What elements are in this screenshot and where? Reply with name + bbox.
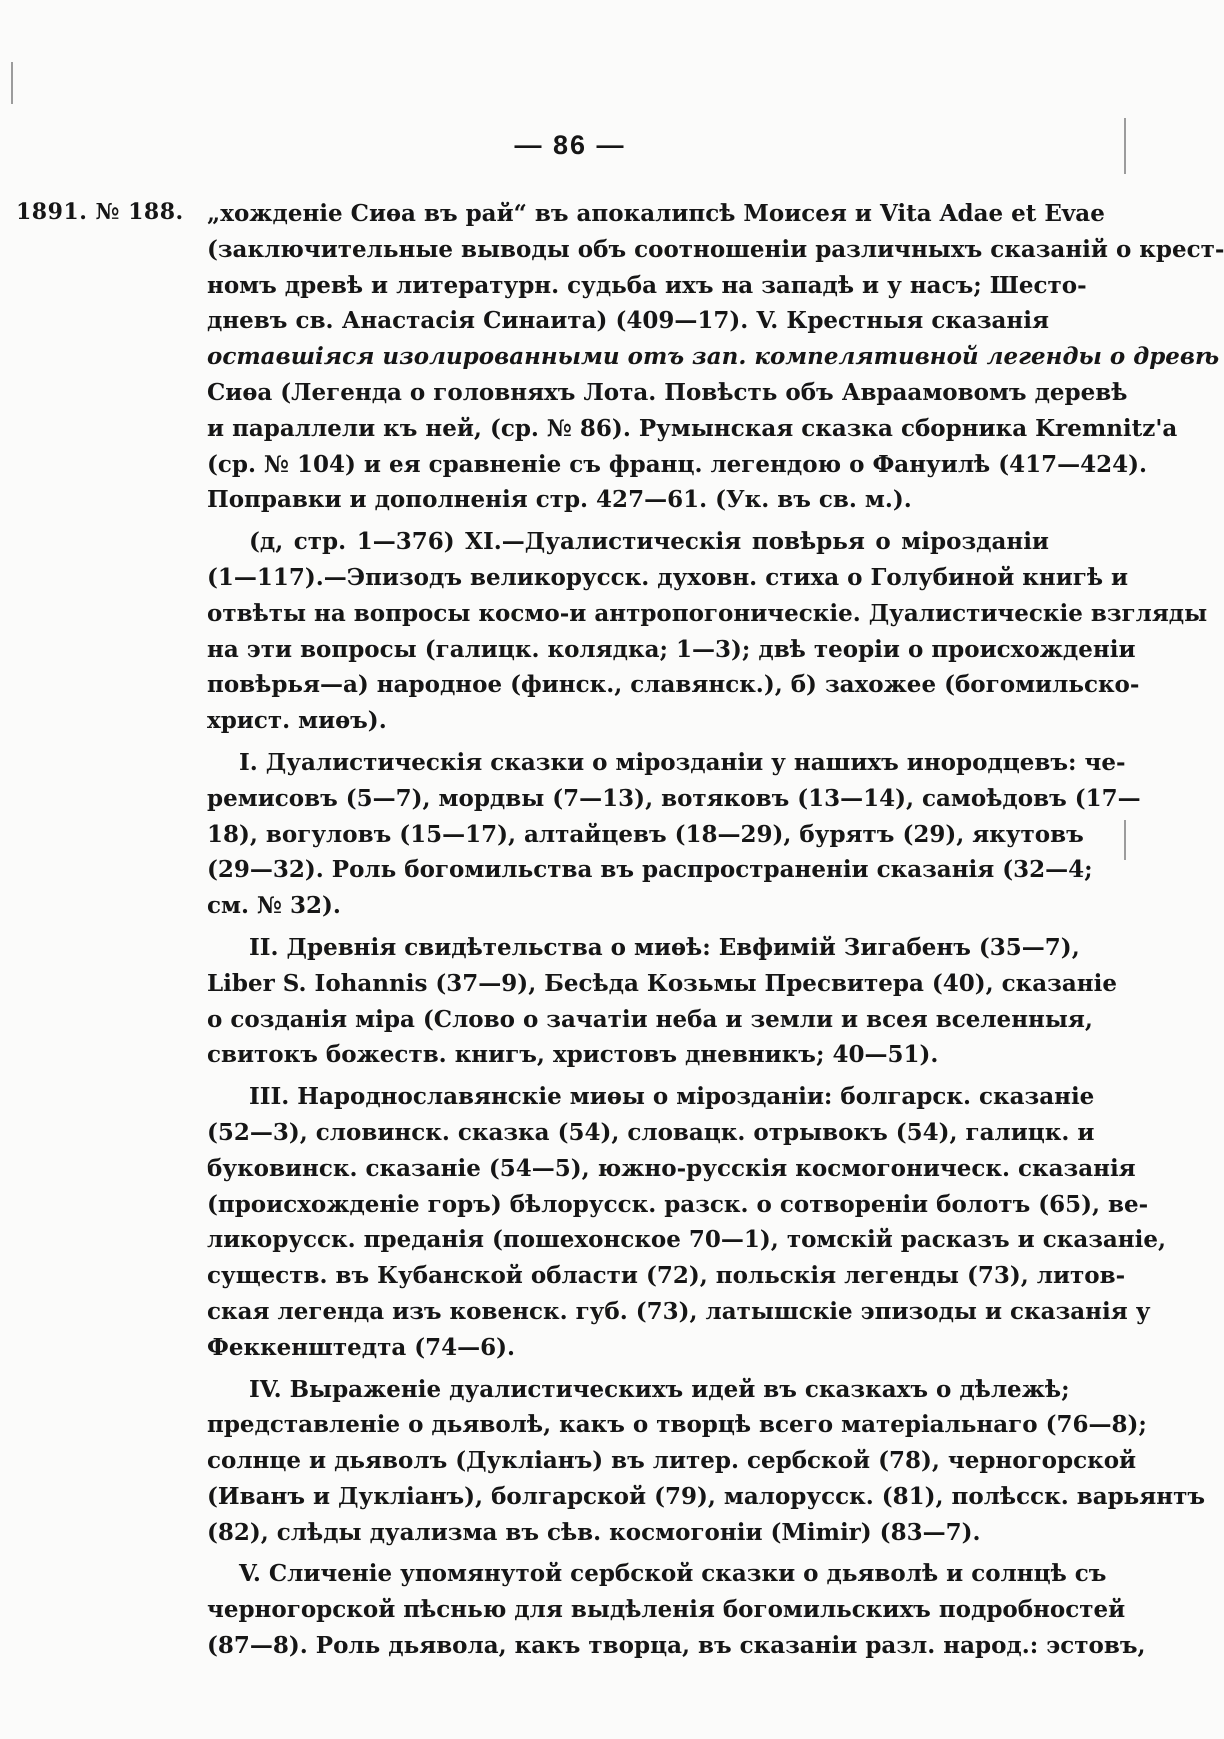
text-line: (заключительные выводы объ соотношеніи различныхъ сказаній о крест- — [207, 235, 1224, 263]
text-line: 18), вогуловъ (15—17), алтайцевъ (18—29), бурятъ (29), якутовъ — [207, 820, 1084, 848]
paragraph-6 — [207, 1372, 1206, 1551]
text-line: ремисовъ (5—7), мордвы (7—13), вотяковъ (13—14), самоѣдовъ (17— — [207, 784, 1141, 812]
text-line: солнце и дьяволъ (Дукліанъ) въ литер. сербской (78), черногорской — [207, 1447, 1137, 1475]
page-number: — 86 — — [514, 130, 626, 160]
text-line: II. Древнія свидѣтельства о миѳѣ: Евфимій Зигабенъ (35—7), — [249, 933, 1080, 961]
paragraph-7 — [207, 1556, 1146, 1663]
text-line: номъ древѣ и литературн. судьба ихъ на западѣ и у насъ; Шесто- — [207, 271, 1087, 299]
paragraph-4 — [207, 930, 1117, 1073]
text-line: „хожденіе Сиѳа въ рай“ въ апокалипсѣ Моисея и Vita Adae et Evae — [207, 200, 1105, 227]
text-line: I. Дуалистическія сказки о мірозданіи у нашихъ инородцевъ: че- — [239, 748, 1126, 776]
scan-edge-mark-right-lower — [1124, 820, 1126, 860]
paragraph-1 — [207, 196, 1224, 518]
text-line: (29—32). Роль богомильства въ распространеніи сказанія (32—4; — [207, 856, 1093, 884]
text-line: ская легенда изъ ковенск. губ. (73), латышскіе эпизоды и сказанія у — [207, 1297, 1151, 1325]
text-line: дневъ св. Анастасія Синаита) (409—17). V. Крестныя сказанія — [207, 307, 1049, 335]
text-line: Феккенштедта (74—6). — [207, 1333, 516, 1361]
text-line: отвѣты на вопросы космо-и антропогоническіе. Дуалистическіе взгляды — [207, 599, 1208, 627]
text-line: представленіе о дьяволѣ, какъ о творцѣ всего матеріальнаго (76—8); — [207, 1411, 1147, 1439]
text-line: Liber S. Iohannis (37—9), Бесѣда Козьмы Пресвитера (40), сказаніе — [207, 969, 1117, 997]
text-line: о созданія міра (Слово о зачатіи неба и земли и всея вселенныя, — [207, 1005, 1093, 1033]
text-line: на эти вопросы (галицк. колядка; 1—3); двѣ теоріи о происхожденіи — [207, 635, 1136, 663]
text-line: повѣрья—а) народное (финск., славянск.), б) захожее (богомильско- — [207, 671, 1140, 699]
text-line: (82), слѣды дуализма въ сѣв. космогоніи (Mimir) (83—7). — [207, 1518, 981, 1546]
text-line: (д, стр. 1—376) XI.—Дуалистическія повѣрья о мірозданіи — [249, 528, 1049, 556]
text-line: (ср. № 104) и ея сравненіе съ франц. легендою о Фануилѣ (417—424). — [207, 450, 1148, 478]
paragraph-5 — [207, 1079, 1167, 1365]
text-line: Поправки и дополненія стр. 427—61. (Ук. въ св. м.). — [207, 486, 912, 514]
text-line: (происхожденіе горъ) бѣлорусск. разск. о сотвореніи болотъ (65), ве- — [207, 1190, 1149, 1218]
paragraph-3 — [207, 745, 1141, 924]
text-line: Сиѳа (Легенда о головняхъ Лота. Повѣсть объ Авраамовомъ деревѣ — [207, 378, 1128, 406]
text-line: свитокъ божеств. книгъ, христовъ дневникъ; 40—51). — [207, 1041, 939, 1069]
entry-text — [207, 196, 1224, 1664]
text-line: буковинск. сказаніе (54—5), южно-русскія космогоническ. сказанія — [207, 1154, 1136, 1182]
text-line: (87—8). Роль дьявола, какъ творца, въ сказаніи разл. народ.: эстовъ, — [207, 1632, 1146, 1660]
text-line: черногорской пѣснью для выдѣленія богомильскихъ подробностей — [207, 1596, 1126, 1624]
text-line: IV. Выраженіе дуалистическихъ идей въ сказкахъ о дѣлежѣ; — [249, 1375, 1070, 1403]
text-line: и параллели къ ней, (ср. № 86). Румынская сказка сборника Kremnitz'a — [207, 414, 1178, 442]
text-line: (1—117).—Эпизодъ великорусск. духовн. стиха о Голубиной книгѣ и — [207, 563, 1129, 591]
text-line: V. Сличеніе упомянутой сербской сказки о дьяволѣ и солнцѣ съ — [239, 1560, 1107, 1588]
text-line: христ. миѳъ). — [207, 707, 387, 735]
entry-label: 1891. № 188. — [16, 199, 184, 225]
text-line: (Иванъ и Дукліанъ), болгарской (79), малорусск. (81), полѣсск. варьянтъ — [207, 1482, 1206, 1510]
scan-edge-mark-left — [11, 62, 13, 104]
text-line: III. Народнославянскіе миѳы о мірозданіи: болгарск. сказаніе — [249, 1083, 1095, 1111]
text-line: (52—3), словинск. сказка (54), словацк. отрывокъ (54), галицк. и — [207, 1118, 1095, 1146]
paragraph-2 — [207, 524, 1208, 739]
text-line: см. № 32). — [207, 892, 341, 920]
text-line: оставшіяся изолированными отъ зап. компелятивной легенды о древѣ — [207, 343, 1220, 371]
text-line: ликорусск. преданія (пошехонское 70—1), томскій расказъ и сказаніе, — [207, 1226, 1167, 1254]
text-line: существ. въ Кубанской области (72), польскія легенды (73), литов- — [207, 1262, 1126, 1290]
